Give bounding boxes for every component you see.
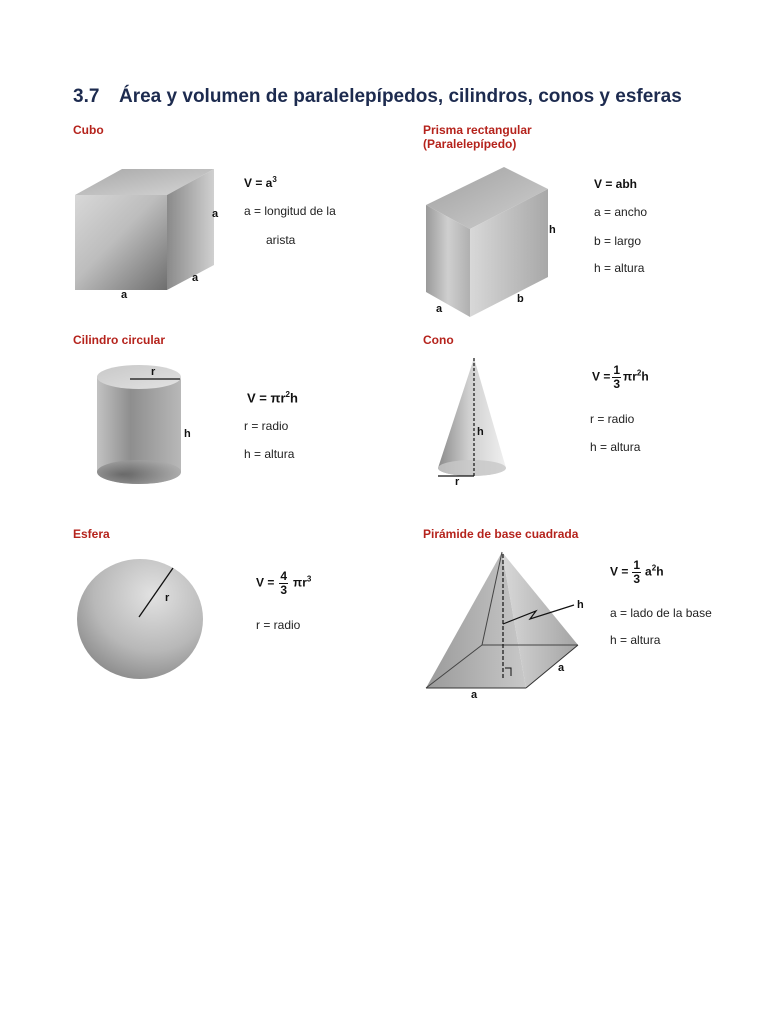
cone-formula: V = $\frac{1}{3}$ $\pi r^2h$: [592, 363, 649, 391]
pyramid-heading: Pirámide de base cuadrada: [423, 527, 579, 541]
prism-label-h: h: [549, 224, 556, 236]
sphere-legend-r: r = radio: [256, 618, 301, 632]
cylinder-figure: [96, 364, 182, 486]
section-number: 3.7: [73, 86, 100, 107]
cube-formula: $V = a^3$: [244, 175, 277, 190]
cone-legend-h: h = altura: [590, 440, 641, 454]
cone-legend-r: r = radio: [590, 412, 635, 426]
cone-figure: [436, 356, 508, 482]
cube-heading: Cubo: [73, 123, 104, 137]
sphere-figure: [76, 558, 204, 680]
cylinder-heading: Cilindro circular: [73, 333, 166, 347]
cube-legend-a-cont: arista: [266, 233, 296, 247]
pyramid-formula: V = $\frac{1}{3}$ $a^2h$: [610, 558, 664, 586]
cube-label-bottom: a: [121, 289, 128, 301]
page-title: [73, 86, 682, 108]
cylinder-legend-r: r = radio: [244, 419, 289, 433]
prism-heading: Prisma rectangular (Paralelepípedo): [423, 123, 532, 151]
pyramid-label-h: h: [577, 599, 584, 611]
prism-label-a: a: [436, 303, 443, 315]
pyramid-label-a-bottom: a: [471, 689, 478, 701]
cylinder-legend-h: h = altura: [244, 447, 295, 461]
prism-formula: V = abh: [594, 177, 638, 191]
pyramid-legend-a: a = lado de la base: [610, 606, 712, 620]
cone-label-h: h: [477, 426, 484, 438]
sphere-heading: Esfera: [73, 527, 110, 541]
cube-legend-a: a = longitud de la: [244, 204, 336, 218]
cylinder-label-h: h: [184, 428, 191, 440]
prism-label-b: b: [517, 293, 524, 305]
sphere-label-r: r: [165, 592, 170, 604]
cylinder-label-r: r: [151, 366, 156, 378]
cylinder-formula: $V = \pi r^2h$: [247, 390, 298, 406]
prism-legend-b: b = largo: [594, 234, 642, 248]
section-title: Área y volumen de paralelepípedos, cilindros, conos y esferas: [119, 86, 682, 107]
cube-label-depth: a: [192, 272, 199, 284]
pyramid-legend-h: h = altura: [610, 633, 661, 647]
cone-label-r: r: [455, 476, 460, 488]
cone-heading: Cono: [423, 333, 454, 347]
cube-label-right: a: [212, 208, 219, 220]
pyramid-label-a-right: a: [558, 662, 565, 674]
prism-figure: [426, 167, 550, 317]
prism-legend-a: a = ancho: [594, 205, 648, 219]
prism-legend-h: h = altura: [594, 261, 645, 275]
sphere-formula: V = $\frac{4}{3}$ $\pi r^3$: [256, 569, 312, 597]
